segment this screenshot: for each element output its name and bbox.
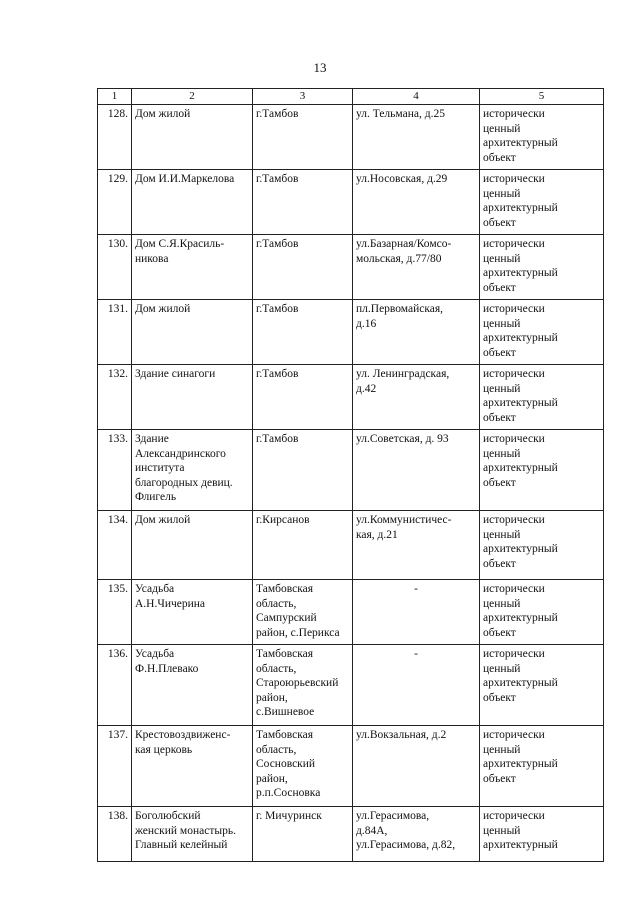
name-line: Дом жилой — [135, 108, 191, 120]
column-header: 3 — [253, 89, 353, 105]
category-line: объект — [483, 151, 516, 164]
column-number-row — [98, 89, 604, 105]
category-line: ценный — [483, 187, 521, 200]
category-line: ценный — [483, 528, 521, 541]
location-line: г.Тамбов — [256, 238, 299, 250]
location-line: г.Тамбов — [256, 173, 299, 185]
category-line: исторически — [483, 108, 545, 120]
cell-category — [480, 807, 604, 862]
name-line: Крестовоздвиженс- — [135, 729, 231, 741]
table-row — [98, 580, 604, 645]
address-line: кая, д.21 — [356, 528, 398, 541]
address-line: ул.Советская, д. 93 — [356, 433, 449, 445]
category-line: архитектурный — [483, 332, 558, 344]
table-row — [98, 105, 604, 170]
category-line: архитектурный — [483, 397, 558, 409]
location-line: область, — [256, 597, 297, 610]
location-line: район, с.Перикса — [256, 626, 340, 639]
cell-category — [480, 726, 604, 807]
row-number: 135. — [98, 580, 132, 645]
table-row — [98, 807, 604, 862]
name-line: Боголюбский — [135, 810, 201, 822]
category-line: исторически — [483, 173, 545, 185]
cell-category — [480, 235, 604, 300]
category-line: объект — [483, 281, 516, 294]
cell-address — [353, 511, 480, 580]
row-number: 136. — [98, 645, 132, 726]
row-number: 138. — [98, 807, 132, 862]
name-line: Усадьба — [135, 583, 175, 595]
name-line: А.Н.Чичерина — [135, 597, 206, 610]
name-line: Дом И.И.Маркелова — [135, 173, 235, 185]
address-line: ул.Носовская, д.29 — [356, 173, 448, 185]
cell-address — [353, 726, 480, 807]
row-number: 137. — [98, 726, 132, 807]
cell-location — [253, 170, 353, 235]
location-line: р.п.Сосновка — [256, 787, 321, 799]
location-line: г.Тамбов — [256, 108, 299, 120]
category-line: ценный — [483, 824, 521, 837]
category-line: объект — [483, 216, 516, 229]
address-line: ул. Ленинградская, — [356, 368, 450, 380]
location-line: с.Вишневое — [256, 706, 315, 718]
category-line: архитектурный — [483, 612, 558, 624]
location-line: г.Тамбов — [256, 303, 299, 315]
category-line: архитектурный — [483, 462, 558, 474]
table-body — [98, 105, 604, 862]
name-line: Дом жилой — [135, 514, 191, 526]
cell-location — [253, 365, 353, 430]
cell-location — [253, 580, 353, 645]
cell-name — [132, 430, 253, 511]
column-header: 5 — [480, 89, 604, 105]
address-line: ул.Вокзальная, д.2 — [356, 729, 447, 741]
category-line: объект — [483, 557, 516, 570]
name-line: Главный келейный — [135, 839, 228, 851]
category-line: ценный — [483, 122, 521, 135]
cell-category — [480, 170, 604, 235]
cell-category — [480, 365, 604, 430]
page-number: 13 — [313, 60, 327, 75]
row-number: 133. — [98, 430, 132, 511]
cell-name — [132, 807, 253, 862]
location-line: район, — [256, 772, 288, 785]
column-header: 2 — [132, 89, 253, 105]
cell-category — [480, 300, 604, 365]
address-line: д.84А, — [356, 824, 388, 837]
category-line: исторически — [483, 648, 545, 660]
category-line: исторически — [483, 810, 545, 822]
category-line: объект — [483, 476, 516, 489]
category-line: исторически — [483, 729, 545, 741]
address-line: ул. Тельмана, д.25 — [356, 108, 445, 120]
heritage-objects-table — [97, 88, 604, 862]
location-line: Тамбовская — [256, 648, 313, 660]
category-line: исторически — [483, 238, 545, 250]
address-line: ул.Базарная/Комсо- — [356, 238, 452, 250]
cell-address — [353, 645, 480, 726]
category-line: архитектурный — [483, 267, 558, 279]
table-row — [98, 170, 604, 235]
cell-location — [253, 300, 353, 365]
location-line: Тамбовская — [256, 583, 313, 595]
location-line: г.Кирсанов — [256, 514, 310, 526]
cell-name — [132, 365, 253, 430]
cell-name — [132, 300, 253, 365]
category-line: исторически — [483, 433, 545, 445]
cell-name — [132, 105, 253, 170]
cell-name — [132, 170, 253, 235]
cell-location — [253, 645, 353, 726]
table-row — [98, 430, 604, 511]
category-line: объект — [483, 346, 516, 359]
name-line: Усадьба — [135, 648, 175, 660]
address-line: мольская, д.77/80 — [356, 252, 442, 265]
cell-address — [353, 235, 480, 300]
cell-address — [353, 580, 480, 645]
table-row — [98, 235, 604, 300]
cell-name — [132, 580, 253, 645]
category-line: ценный — [483, 317, 521, 330]
location-line: г.Тамбов — [256, 368, 299, 380]
category-line: исторически — [483, 583, 545, 595]
name-line: кая церковь — [135, 743, 193, 756]
address-line: пл.Первомайская, — [356, 303, 444, 315]
category-line: архитектурный — [483, 202, 558, 214]
name-line: женский монастырь. — [135, 824, 236, 837]
location-line: область, — [256, 662, 297, 675]
address-line: ул.Герасимова, д.82, — [356, 839, 456, 851]
table-row — [98, 511, 604, 580]
name-line: Здание синагоги — [135, 368, 216, 380]
name-line: Ф.Н.Плевако — [135, 662, 199, 675]
name-line: института — [135, 462, 185, 474]
location-line: Сампурский — [256, 612, 317, 624]
row-number: 131. — [98, 300, 132, 365]
cell-category — [480, 511, 604, 580]
category-line: архитектурный — [483, 758, 558, 770]
category-line: архитектурный — [483, 137, 558, 149]
category-line: исторически — [483, 303, 545, 315]
cell-category — [480, 430, 604, 511]
name-line: Дом жилой — [135, 303, 191, 315]
address-line: - — [414, 583, 418, 595]
name-line: Дом С.Я.Красиль- — [135, 238, 225, 250]
location-line: Тамбовская — [256, 729, 313, 741]
cell-category — [480, 645, 604, 726]
category-line: архитектурный — [483, 543, 558, 555]
category-line: ценный — [483, 743, 521, 756]
cell-location — [253, 430, 353, 511]
row-number: 129. — [98, 170, 132, 235]
address-line: - — [414, 648, 418, 660]
cell-location — [253, 105, 353, 170]
table-row — [98, 726, 604, 807]
cell-name — [132, 235, 253, 300]
location-line: г. Мичуринск — [256, 810, 322, 822]
category-line: объект — [483, 691, 516, 704]
cell-name — [132, 726, 253, 807]
cell-address — [353, 430, 480, 511]
cell-address — [353, 300, 480, 365]
address-line: д.42 — [356, 382, 377, 395]
category-line: ценный — [483, 252, 521, 265]
location-line: г.Тамбов — [256, 433, 299, 445]
row-number: 134. — [98, 511, 132, 580]
cell-location — [253, 511, 353, 580]
row-number: 130. — [98, 235, 132, 300]
name-line: благородных девиц. — [135, 476, 233, 489]
table-row — [98, 300, 604, 365]
cell-address — [353, 365, 480, 430]
cell-address — [353, 170, 480, 235]
cell-category — [480, 580, 604, 645]
category-line: ценный — [483, 662, 521, 675]
table-row — [98, 645, 604, 726]
cell-address — [353, 807, 480, 862]
cell-location — [253, 726, 353, 807]
category-line: ценный — [483, 447, 521, 460]
category-line: объект — [483, 772, 516, 785]
category-line: объект — [483, 411, 516, 424]
cell-category — [480, 105, 604, 170]
cell-name — [132, 645, 253, 726]
name-line: Александринского — [135, 447, 226, 460]
table-row — [98, 365, 604, 430]
location-line: Староюрьевский — [256, 677, 339, 689]
category-line: архитектурный — [483, 839, 558, 851]
cell-location — [253, 807, 353, 862]
category-line: исторически — [483, 368, 545, 380]
category-line: исторически — [483, 514, 545, 526]
address-line: ул.Герасимова, — [356, 810, 430, 822]
name-line: Здание — [135, 433, 169, 445]
location-line: район, — [256, 691, 288, 704]
column-header: 4 — [353, 89, 480, 105]
cell-name — [132, 511, 253, 580]
name-line: Флигель — [135, 491, 177, 503]
category-line: архитектурный — [483, 677, 558, 689]
location-line: Сосновский — [256, 758, 316, 770]
category-line: ценный — [483, 382, 521, 395]
row-number: 128. — [98, 105, 132, 170]
column-header: 1 — [98, 89, 132, 105]
category-line: ценный — [483, 597, 521, 610]
row-number: 132. — [98, 365, 132, 430]
location-line: область, — [256, 743, 297, 756]
address-line: д.16 — [356, 317, 377, 330]
address-line: ул.Коммунистичес- — [356, 514, 452, 526]
category-line: объект — [483, 626, 516, 639]
cell-location — [253, 235, 353, 300]
name-line: никова — [135, 252, 169, 265]
cell-address — [353, 105, 480, 170]
